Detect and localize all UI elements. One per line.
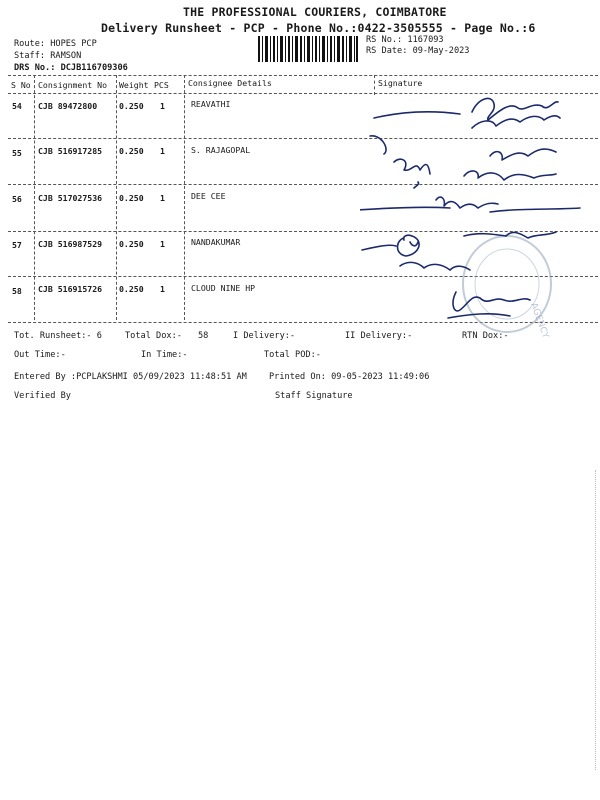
col-signature: Signature (378, 78, 423, 88)
out-time: Out Time:- (14, 350, 66, 360)
col-divider (184, 75, 185, 320)
company-title: THE PROFESSIONAL COURIERS, COIMBATORE (183, 5, 447, 19)
row-sno: 58 (12, 286, 22, 296)
row-consignment: CJB 516917285 (38, 146, 103, 156)
col-consignment: Consignment No (38, 80, 108, 90)
col-sno: S No (11, 80, 31, 90)
entered-by: Entered By :PCPLAKSHMI 05/09/2023 11:48:51 AM (14, 372, 247, 382)
in-time: In Time:- (141, 350, 188, 360)
rs-number: RS No.: 1167093 (366, 35, 444, 45)
row-consignee: DEE CEE (191, 191, 226, 201)
row-weight: 0.250 (119, 101, 144, 111)
col-consignee: Consignee Details (188, 78, 272, 88)
row-pcs: 1 (160, 284, 165, 294)
row-sno: 54 (12, 101, 22, 111)
row-consignment: CJB 516915726 (38, 284, 103, 294)
row-pcs: 1 (160, 239, 165, 249)
row-weight: 0.250 (119, 146, 144, 156)
row-weight: 0.250 (119, 284, 144, 294)
row-pcs: 1 (160, 146, 165, 156)
svg-text:AGENCY: AGENCY (528, 301, 551, 340)
row-consignee: REAVATHI (191, 99, 231, 109)
staff-label: Staff: RAMSON (14, 51, 82, 61)
row-pcs: 1 (160, 101, 165, 111)
row-consignee: NANDAKUMAR (191, 237, 241, 247)
row-weight: 0.250 (119, 239, 144, 249)
col-pcs: PCS (154, 80, 169, 90)
total-dox-value: 58 (198, 331, 209, 341)
row-consignment: CJB 89472800 (38, 101, 98, 111)
row-pcs: 1 (160, 193, 165, 203)
row-sno: 57 (12, 240, 22, 250)
tot-runsheet: Tot. Runsheet:- 6 (14, 331, 102, 341)
runsheet-subtitle: Delivery Runsheet - PCP - Phone No.:0422-3505555 - Page No.:6 (101, 21, 536, 35)
i-delivery: I Delivery:- (233, 331, 296, 341)
row-weight: 0.250 (119, 193, 144, 203)
rs-date: RS Date: 09-May-2023 (366, 46, 470, 56)
row-consignment: CJB 517027536 (38, 193, 103, 203)
col-divider (116, 75, 117, 320)
staff-signature: Staff Signature (275, 391, 353, 401)
verified-by: Verified By (14, 391, 71, 401)
total-dox-label: Total Dox:- (125, 331, 182, 341)
drs-number: DRS No.: DCJB116709306 (14, 63, 128, 73)
route-label: Route: HOPES PCP (14, 39, 97, 49)
row-consignment: CJB 516987529 (38, 239, 103, 249)
barcode (258, 36, 358, 62)
row-sno: 55 (12, 148, 22, 158)
table-top-rule (8, 75, 598, 76)
printed-on: Printed On: 09-05-2023 11:49:06 (269, 372, 430, 382)
scan-edge (595, 470, 596, 770)
col-divider (34, 75, 35, 320)
row-consignee: S. RAJAGOPAL (191, 145, 251, 155)
row-consignee: CLOUD NINE HP (191, 283, 256, 293)
handwritten-signatures (360, 90, 600, 340)
col-weight: Weight (119, 80, 149, 90)
row-sno: 56 (12, 194, 22, 204)
total-pod: Total POD:- (264, 350, 321, 360)
rtn-dox: RTN Dox:- (462, 331, 509, 341)
ii-delivery: II Delivery:- (345, 331, 413, 341)
